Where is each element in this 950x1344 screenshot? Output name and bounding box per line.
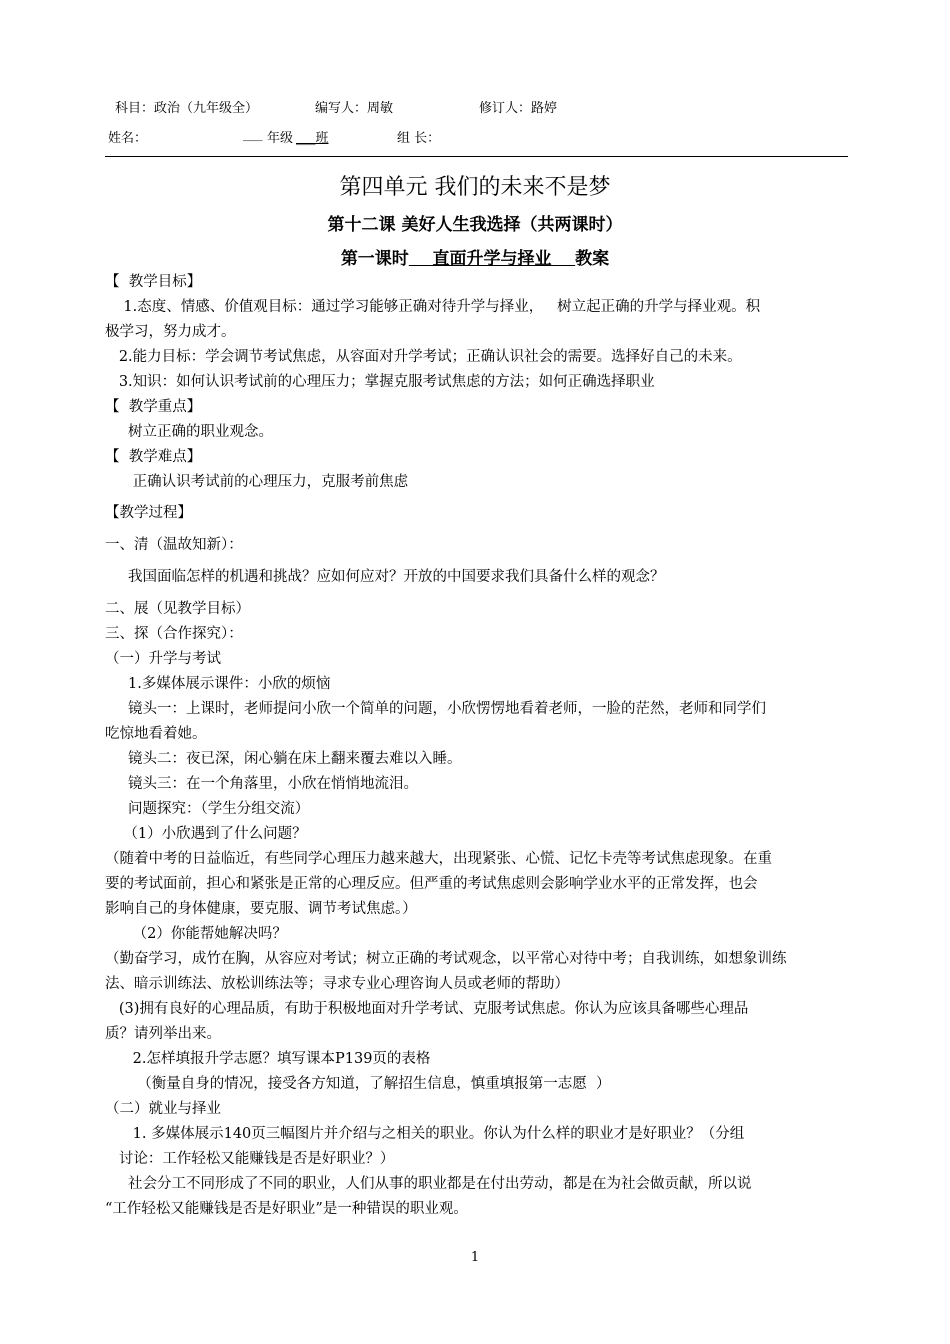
text-line: 质？请列举出来。 bbox=[105, 1026, 221, 1042]
text-line: 吃惊地看着她。 bbox=[105, 726, 207, 742]
text-line: 1.多媒体展示课件：小欣的烦恼 bbox=[105, 676, 331, 692]
unit-title: 第四单元 我们的未来不是梦 bbox=[339, 175, 611, 200]
text-line: 2.怎样填报升学志愿？填写课本P139页的表格 bbox=[105, 1051, 431, 1067]
group-leader-label: 组 长： bbox=[397, 131, 441, 146]
text-line: 讨论：工作轻松又能赚钱是否是好职业？） bbox=[105, 1151, 395, 1167]
text-line: 1.态度、情感、价值观目标：通过学习能够正确对待升学与择业， 树立起正确的升学与择业观。积 bbox=[105, 299, 761, 315]
text-line: 镜头一：上课时，老师提问小欣一个简单的问题，小欣愣愣地看着老师，一脸的茫然，老师和同学们 bbox=[105, 701, 767, 717]
writer-label: 编写人：周敏 bbox=[315, 101, 394, 116]
grade-blank: ___ bbox=[243, 127, 263, 142]
session-prefix: 第一课时 bbox=[340, 249, 409, 269]
text-line: （一）升学与考试 bbox=[105, 651, 221, 667]
text-line: 【 教学重点】 bbox=[105, 399, 202, 415]
session-topic: 直面升学与择业 bbox=[408, 249, 576, 269]
text-line: 影响自己的身体健康，要克服、调节考试焦虑。） bbox=[105, 901, 417, 917]
text-line: 3.知识：如何认识考试前的心理压力；掌握克服考试焦虑的方法；如何正确选择职业 bbox=[105, 374, 655, 390]
header-divider bbox=[105, 156, 848, 157]
text-line: 【 教学难点】 bbox=[105, 449, 202, 465]
text-line: 正确认识考试前的心理压力，克服考前焦虑 bbox=[105, 474, 409, 490]
text-line: 法、暗示训练法、放松训练法等；寻求专业心理咨询人员或老师的帮助） bbox=[105, 976, 569, 992]
text-line: 2.能力目标：学会调节考试焦虑，从容面对升学考试；正确认识社会的需要。选择好自己的未来。 bbox=[105, 349, 742, 365]
page-number: 1 bbox=[470, 1250, 480, 1265]
text-line: 【教学过程】 bbox=[105, 505, 192, 521]
text-line: （1）小欣遇到了什么问题？ bbox=[105, 826, 307, 842]
text-line: 1. 多媒体展示140页三幅图片并介绍与之相关的职业。你认为什么样的职业才是好职业？（分组 bbox=[105, 1126, 745, 1142]
session-suffix: 教案 bbox=[575, 249, 610, 269]
text-line: 我国面临怎样的机遇和挑战？应如何应对？开放的中国要求我们具备什么样的观念？ bbox=[105, 569, 665, 585]
text-line: 三、探（合作探究）： bbox=[105, 626, 243, 642]
text-line: 二、展（见教学目标） bbox=[105, 601, 250, 617]
name-label: 姓名： bbox=[108, 131, 148, 146]
text-line: 【 教学目标】 bbox=[105, 274, 202, 290]
class-blank: ___班 bbox=[296, 131, 329, 146]
text-line: 镜头三：在一个角落里，小欣在悄悄地流泪。 bbox=[105, 776, 419, 792]
text-line: 镜头二：夜已深，闲心躺在床上翻来覆去难以入睡。 bbox=[105, 751, 462, 767]
grade-label: 年级 bbox=[267, 131, 294, 146]
lesson-title: 第十二课 美好人生我选择（共两课时） bbox=[327, 215, 623, 235]
text-line: 树立正确的职业观念。 bbox=[105, 424, 274, 440]
text-line: （随着中考的日益临近，有些同学心理压力越来越大，出现紧张、心慌、记忆卡壳等考试焦虑现象。在重 bbox=[105, 851, 772, 867]
text-line: 要的考试面前，担心和紧张是正常的心理反应。但严重的考试焦虑则会影响学业水平的正常发挥，也会 bbox=[105, 876, 758, 892]
text-line: （衡量自身的情况，接受各方知道，了解招生信息，慎重填报第一志愿 ） bbox=[105, 1076, 611, 1092]
text-line: 社会分工不同形成了不同的职业，人们从事的职业都是在付出劳动，都是在为社会做贡献，所以说 bbox=[105, 1176, 752, 1192]
text-line: 问题探究：（学生分组交流） bbox=[105, 801, 310, 817]
text-line: （2）你能帮她解决吗？ bbox=[105, 926, 287, 942]
text-line: 极学习，努力成才。 bbox=[105, 324, 236, 340]
session-title bbox=[0, 244, 950, 269]
text-line: (3)拥有良好的心理品质，有助于积极地面对升学考试、克服考试焦虑。你认为应该具备哪些心理品 bbox=[105, 1001, 749, 1017]
text-line: “工作轻松又能赚钱是否是好职业”是一种错误的职业观。 bbox=[105, 1201, 468, 1217]
subject-label: 科目：政治（九年级全） bbox=[115, 101, 259, 116]
reviser-label: 修订人：路婷 bbox=[479, 101, 558, 116]
text-line: （二）就业与择业 bbox=[105, 1101, 221, 1117]
text-line: （勤奋学习，成竹在胸，从容应对考试；树立正确的考试观念，以平常心对待中考；自我训练，如想象训练 bbox=[105, 951, 787, 967]
text-line: 一、清（温故知新）： bbox=[105, 537, 243, 553]
